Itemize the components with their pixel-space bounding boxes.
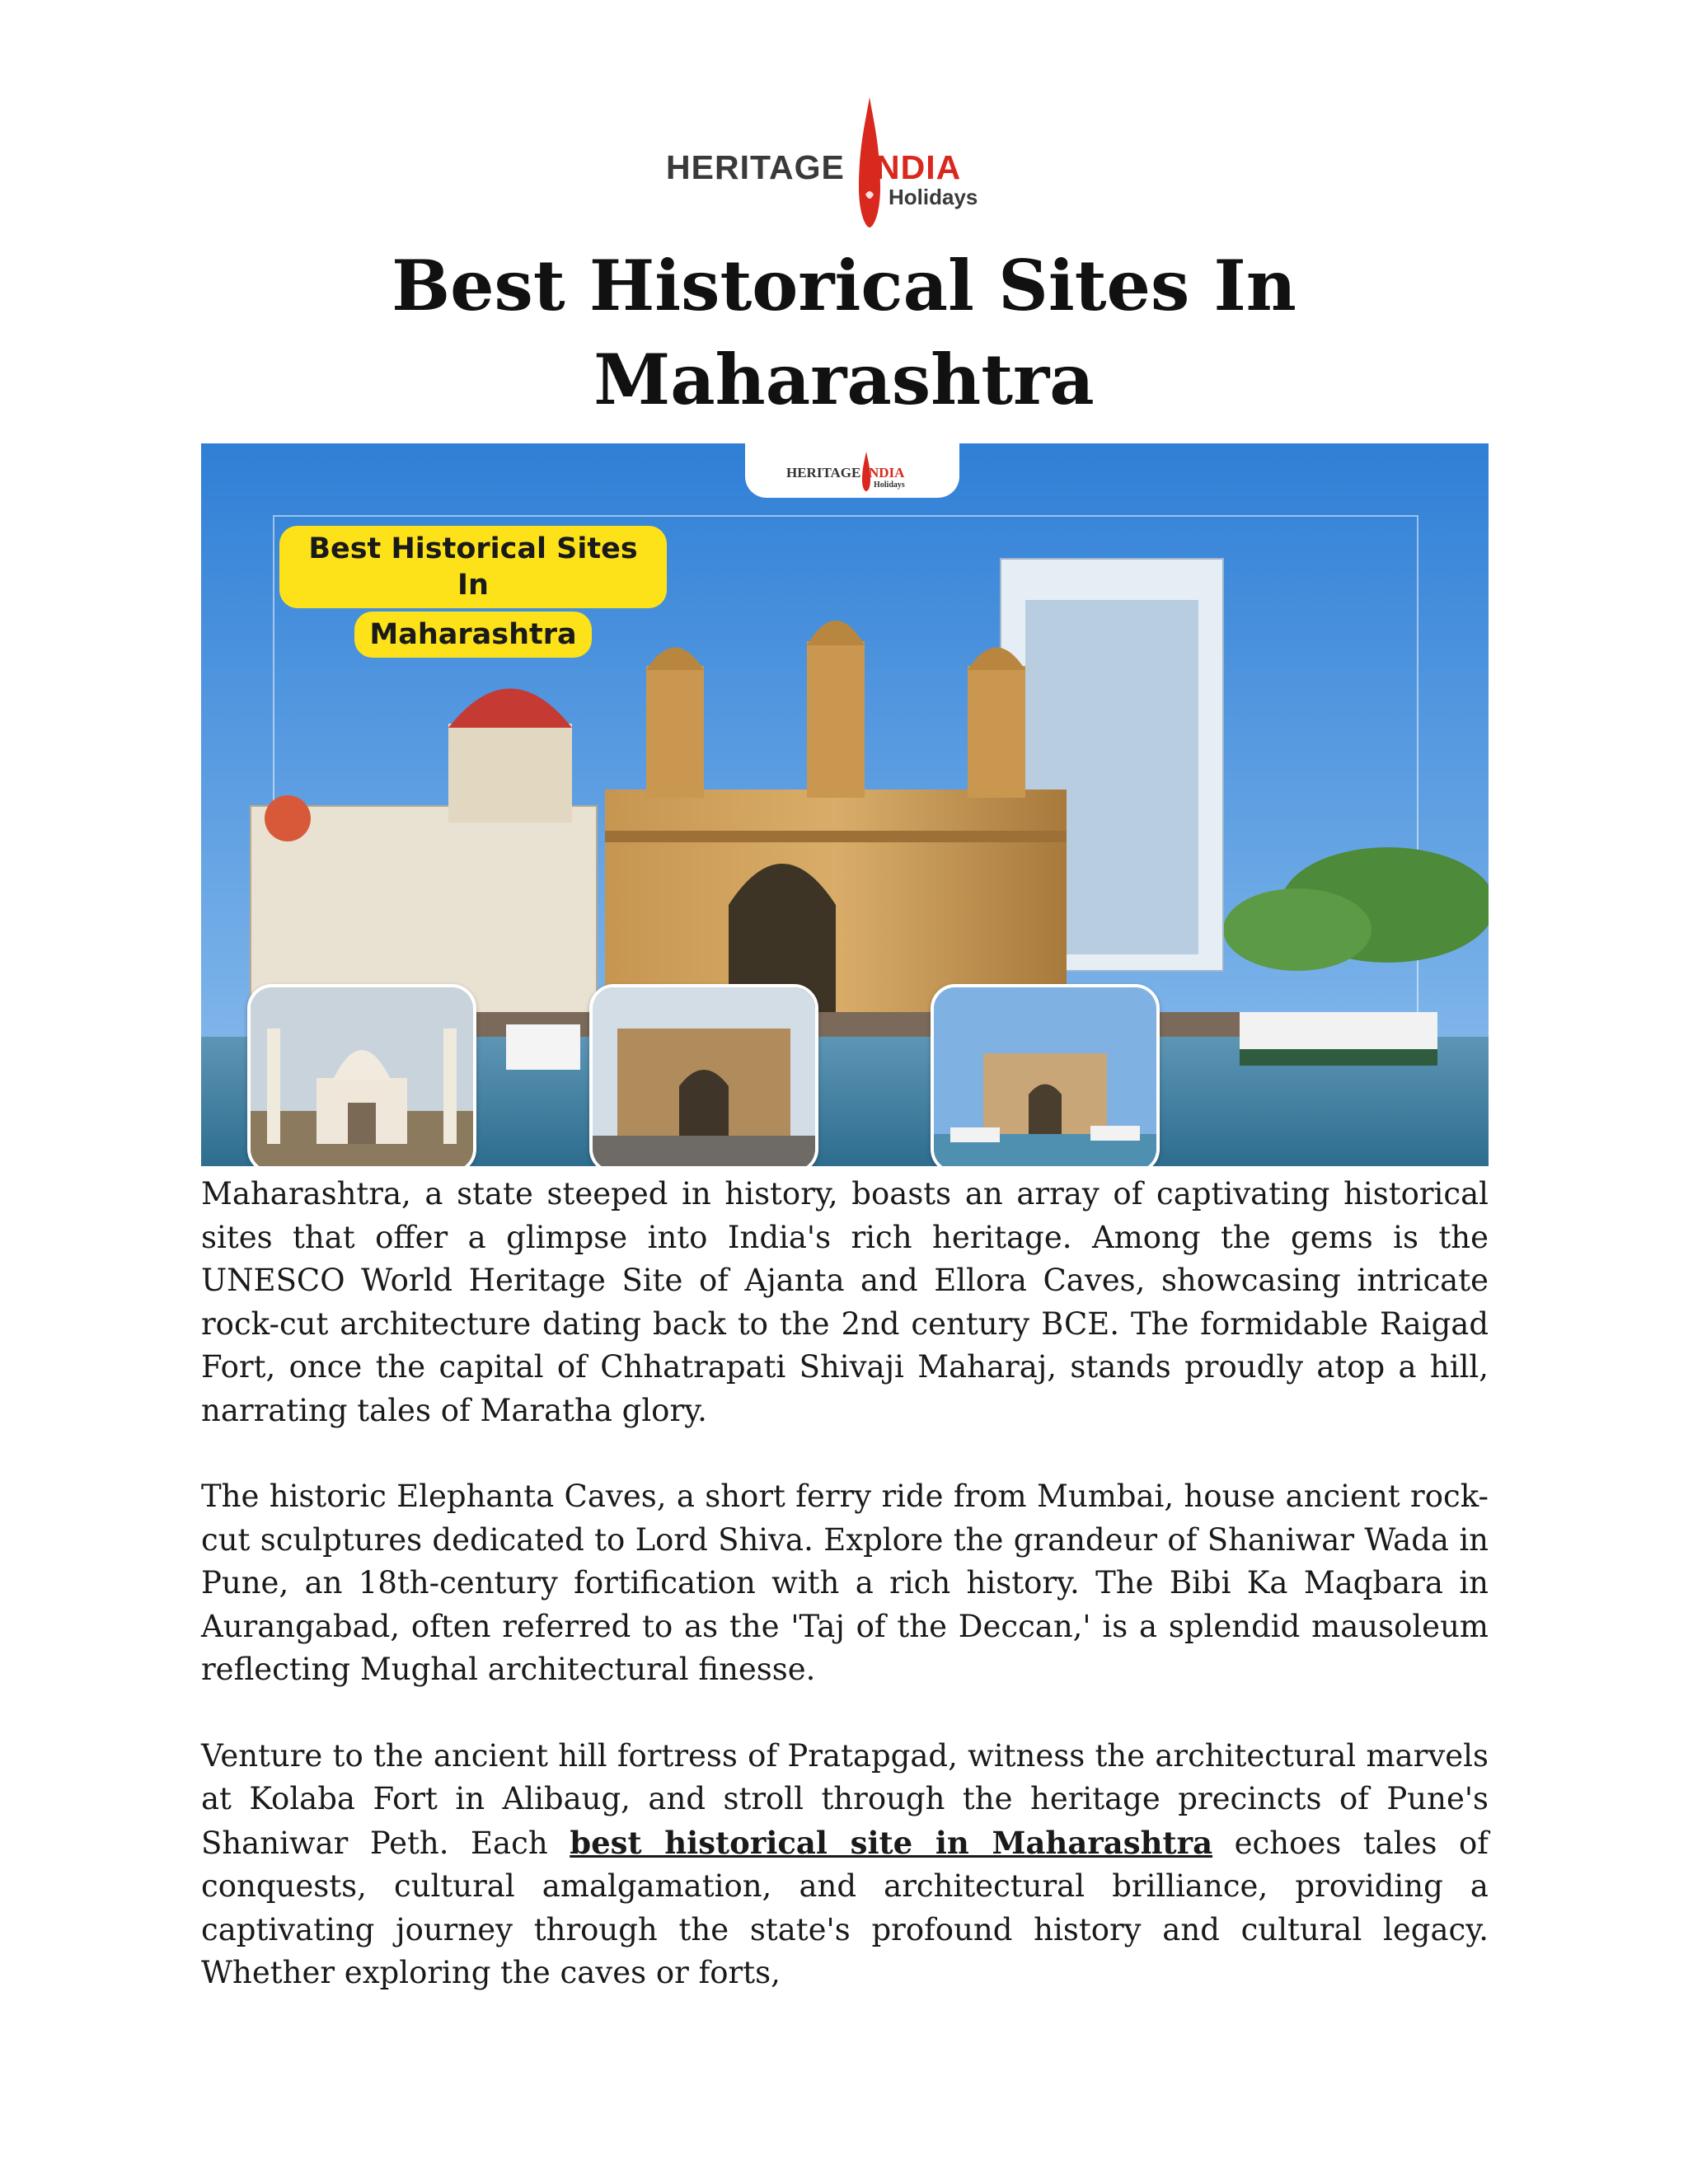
article-body — [201, 1173, 1489, 2038]
hero-badge-line1: Best Historical Sites In — [279, 526, 667, 608]
article-paragraph-1: Maharashtra, a state steeped in history, boasts an array of captivating historical sites that offer a glimpse into India's rich heritage. Among the gems is the UNESCO World Heritage Site of Ajanta and Ellora Caves, showcasing intricate rock-cut architecture dating back to the 2nd century BCE. The formidable Raigad Fort, once the capital of Chhatrapati Shivaji Maharaj, stands proudly atop a hill, narrating tales of Maratha glory. — [201, 1176, 1489, 1428]
paragraph-3-intro: Venture to the ancient hill fortress of Pratapgad, witness the architectural marvels at Kolaba Fort in Alibaug, and stroll through the heritage precincts of Pune's Shaniwar Peth. Each — [201, 1737, 1489, 1861]
hero-logo-word-heritage: HERITAGE — [786, 465, 861, 480]
logo-word-heritage: HERITAGE — [666, 148, 845, 186]
hero-badge-line2: Maharashtra — [354, 612, 591, 658]
gateway-of-india-sea-thumbnail — [931, 984, 1160, 1166]
brand-logo — [666, 97, 1020, 229]
hero-logo-word-holidays: Holidays — [874, 480, 905, 490]
logo-word-india: NDIA — [875, 148, 962, 186]
paragraph-3-outro: echoes tales of conquests, cultural amalgamation, and architectural brilliance, providing a captivating journey through the state's profound history and cultural legacy. Whether exploring the caves or forts, — [201, 1825, 1489, 1990]
page-title — [247, 239, 1441, 427]
article-paragraph-2: The historic Elephanta Caves, a short ferry ride from Mumbai, house ancient rock-cut sculptures dedicated to Lord Shiva. Explore the grandeur of Shaniwar Wada in Pune, an 18th-century fortification with a rich history. The Bibi Ka Maqbara in Aurangabad, often referred to as the 'Taj of the Deccan,' is a splendid mausoleum reflecting Mughal architectural finesse. — [201, 1479, 1489, 1687]
hero-logo-tab — [745, 443, 959, 498]
hero-logo-word-india: NDIA — [869, 465, 905, 480]
hero-banner-image — [201, 443, 1489, 1166]
logo-word-holidays: Holidays — [889, 185, 978, 209]
article-paragraph-3 — [201, 1735, 1489, 1995]
bibi-ka-maqbara-thumbnail — [247, 984, 476, 1166]
best-historical-site-link[interactable]: best historical site in Maharashtra — [570, 1824, 1213, 1861]
page-title-line1: Best Historical Sites In — [392, 245, 1296, 326]
hero-title-badge — [279, 526, 667, 658]
page-title-line2: Maharashtra — [593, 339, 1095, 420]
gateway-of-india-thumbnail — [589, 984, 818, 1166]
